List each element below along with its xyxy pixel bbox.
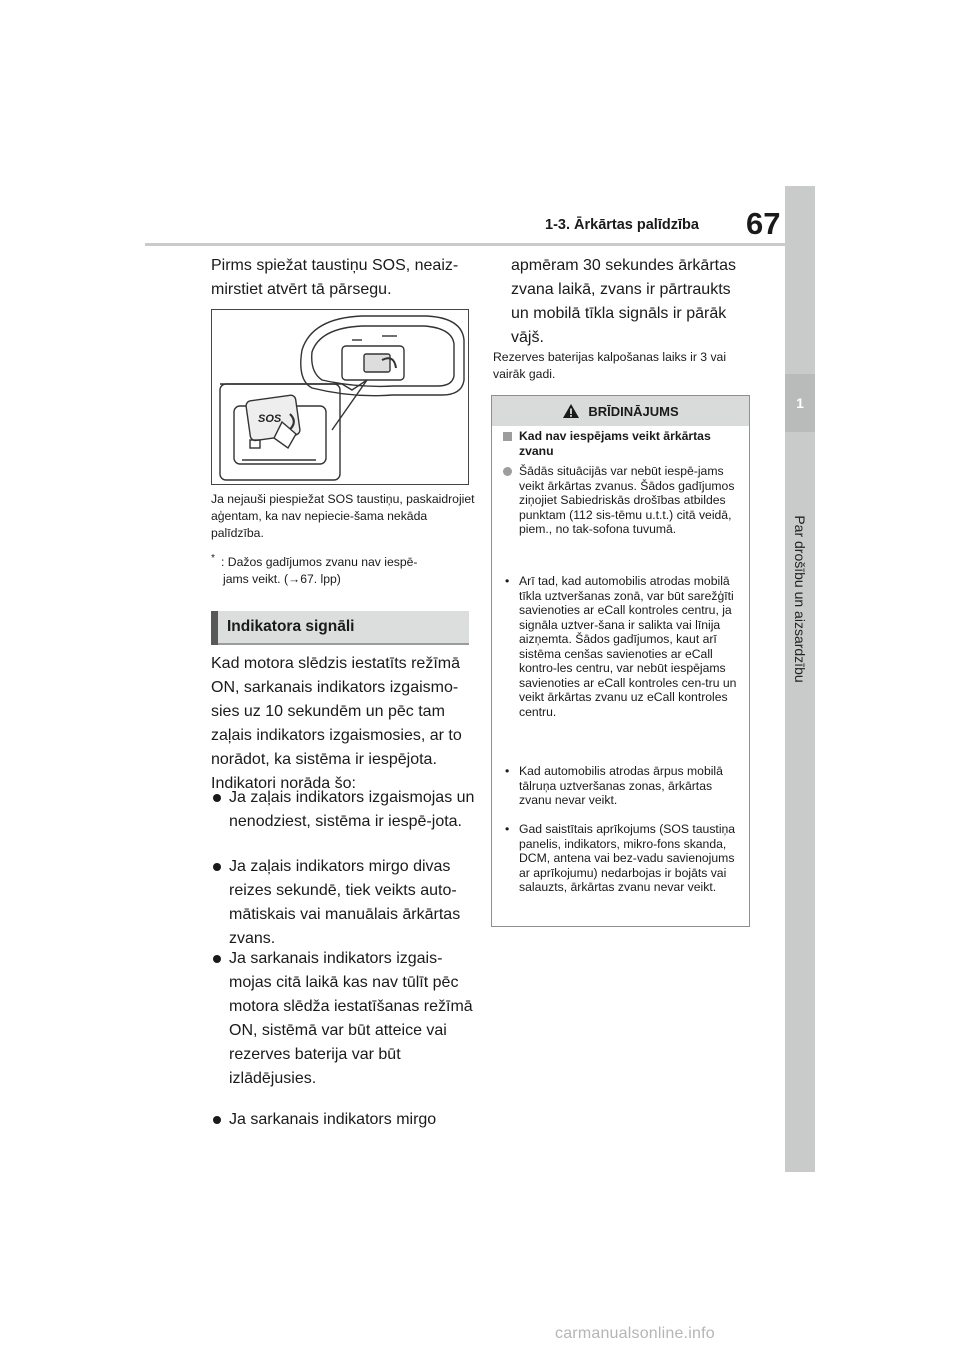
- indicator-paragraph: Kad motora slēdzis iestatīts režīmā ON, sarkanais indikators izgaismo-sies uz 10 sekundēm un pēc tam zaļais indikators izgaismosies, ar to norādot, ka sistēma ir iespējota. Indikatori norāda šo:: [211, 655, 462, 792]
- warning-box: [491, 395, 750, 927]
- list-item: [211, 786, 476, 834]
- sos-label: SOS: [258, 413, 282, 425]
- watermark: carmanualsonline.info: [555, 1325, 715, 1342]
- section-title: 1-3. Ārkārtas palīdzība: [545, 217, 699, 233]
- list-item-text: Ja zaļais indikators mirgo divas reizes sekundē, tiek veikts auto-mātiskais vai manuālais ārkārtas zvans.: [229, 858, 461, 947]
- list-item-text: Ja zaļais indikators izgaismojas un nenodziest, sistēma ir iespē-jota.: [229, 789, 475, 830]
- list-item: [211, 855, 476, 951]
- warning-subheading-text: Kad nav iespējams veikt ārkārtas zvanu: [519, 429, 711, 458]
- section-heading-text: Indikatora signāli: [227, 618, 355, 635]
- warning-note-text: Kad automobilis atrodas ārpus mobilā tālruņa uztveršanas zonas, ārkārtas zvanu nevar veikt.: [519, 764, 723, 807]
- warning-item: [503, 464, 741, 537]
- figure-caption: Ja nejauši piespiežat SOS taustiņu, paskaidrojiet aģentam, ka nav nepiecie-šama nekāda palīdzība.: [211, 492, 475, 540]
- footnote: [211, 550, 476, 588]
- bullet-icon: [213, 955, 221, 963]
- warning-note-text: Arī tad, kad automobilis atrodas mobilā tīkla uztveršanas zonā, var būt sarežģīti savienoties ar eCall kontroles centru, ja signāla uztver-šana ir salikta vai līnija aizņemta. Šādos gadījumos, kaut arī sistēma cenšas savienoties ar eCall kontro-les centru, var nebūt iespējams savienoties ar eCall kontroles cen-tru un veikt ārkārtas zvanu uz eCall kontroles centru.: [519, 574, 737, 719]
- circle-bullet-icon: [503, 467, 512, 476]
- chapter-number: 1: [785, 374, 815, 432]
- chapter-side-tab: [785, 186, 815, 1172]
- chapter-label: Par drošību un aizsardzību: [792, 515, 808, 683]
- warning-item-text: Šādās situācijās var nebūt iespē-jams veikt ārkārtas zvanus. Šādos gadījumos ziņojiet Sabiedriskās drošības atbildes punktam (112 sis-tēmu u.t.t.) citā veidā, piem., no tak-sofona tuvumā.: [519, 464, 735, 536]
- warning-note: [503, 574, 741, 719]
- overhead-console-drawing: [212, 310, 468, 484]
- square-bullet-icon: [503, 432, 512, 441]
- dot-bullet-icon: •: [505, 822, 510, 836]
- warning-header: [492, 396, 749, 426]
- list-item: [211, 1108, 476, 1132]
- footnote-text: : Dažos gadījumos zvanu nav iespē-: [221, 555, 418, 570]
- dot-bullet-icon: •: [505, 574, 510, 588]
- sos-button-illustration: [211, 309, 469, 485]
- bullet-icon: [213, 863, 221, 871]
- footnote-mark: *: [211, 553, 215, 564]
- continued-list-text: apmēram 30 sekundes ārkārtas zvana laikā, zvans ir pārtraukts un mobilā tīkla signāls ir pārāk vājš.: [511, 257, 736, 346]
- section-heading: [211, 611, 469, 645]
- header-divider: [145, 243, 785, 246]
- warning-title: BRĪDINĀJUMS: [588, 403, 679, 419]
- warning-note: [503, 764, 741, 808]
- bullet-icon: [213, 794, 221, 802]
- bullet-icon: [213, 1116, 221, 1124]
- dot-bullet-icon: •: [505, 764, 510, 778]
- list-item-text: Ja sarkanais indikators mirgo: [229, 1111, 437, 1128]
- heading-accent-bar: [211, 611, 218, 645]
- footnote-text-cont: jams veikt. (→67. lpp): [223, 572, 341, 587]
- warning-note-text: Gad saistītais aprīkojums (SOS taustiņa panelis, indikators, mikro-fons skanda, DCM, antena vai bez-vadu savienojums ar aprīkojumu) nedarbojas ir bojāts vai salauzts, ārkārtas zvanu nevar veikt.: [519, 822, 736, 894]
- list-item: [211, 947, 476, 1091]
- warning-note: [503, 822, 741, 895]
- intro-paragraph: Pirms spiežat taustiņu SOS, neaiz-mirstiet atvērt tā pārsegu.: [211, 257, 459, 298]
- warning-subheading: [503, 429, 741, 458]
- battery-note: Rezerves baterijas kalpošanas laiks ir 3 vai vairāk gadi.: [493, 350, 727, 381]
- page-number: 67: [746, 206, 781, 241]
- warning-triangle-icon: [562, 403, 580, 419]
- list-item-text: Ja sarkanais indikators izgais-mojas citā laikā kas nav tūlīt pēc motora slēdža iestatīšanas režīmā ON, sistēmā var būt atteice vai rezerves baterija var būt izlādējusies.: [229, 950, 473, 1087]
